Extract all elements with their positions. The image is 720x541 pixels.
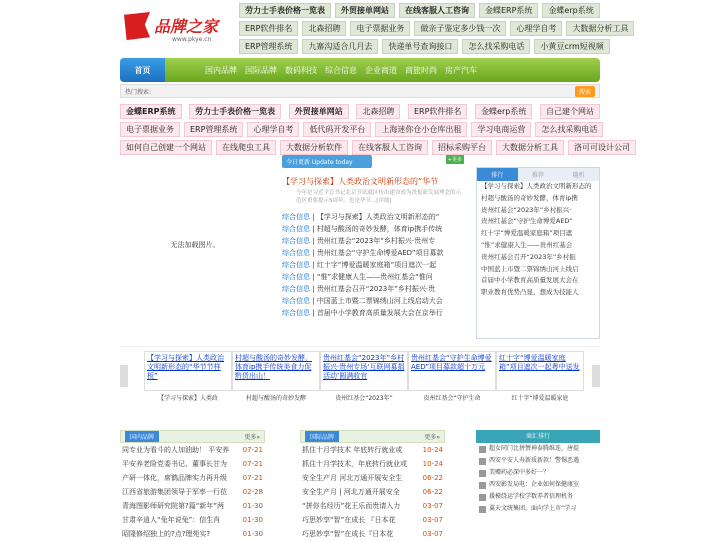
top-link[interactable]: 金蝶ERP系统 [479, 3, 538, 18]
list-item[interactable]: 综合信息 | 村超与酸汤的奇妙发酵，体育ip携手传统 [282, 225, 443, 233]
rank-item[interactable]: 红十字“博爱温暖家庭箱”项目遮 [481, 229, 573, 238]
flag-icon [124, 12, 150, 40]
list-item[interactable]: 青海图影师研究院第?篇“新年”两 01-30 [122, 502, 263, 510]
list-item[interactable]: 巧思妙享“智”在成长 『日本花 03-07 [302, 516, 443, 524]
keyword-link[interactable]: 电子票据业务 [120, 122, 180, 137]
headline-desc: 今年是习近平总书记北京节试就区传出建设成为贵报新发展理念的示范区重要提示5周年。也是华节...[详细] [296, 190, 462, 204]
prev-arrow-icon[interactable] [120, 365, 128, 387]
keyword-link[interactable]: 上海迷你仓小仓库出租 [375, 122, 467, 137]
list-item[interactable]: 巧思妙享“智”在成长『日本花 03-07 [302, 530, 443, 538]
slide-card[interactable]: 村超与酸汤的奇妙发酵，体育ip携手传统美食力促黔货出山！ 村超与酸汤的奇妙发酵 [232, 351, 320, 402]
nav-item[interactable]: 商旅时尚 [405, 65, 437, 75]
nav-item[interactable]: 国际品牌 [245, 65, 277, 75]
list-item[interactable]: 江西省旅游集团领导于军率一行莅 02-28 [122, 488, 263, 496]
list-item[interactable]: 综合信息 | “惟”求健康人生——贵州红基会“惟问 [282, 273, 433, 281]
list-item[interactable]: 昭隆修绍独上的?点?理苑实? 01-30 [122, 530, 263, 538]
next-arrow-icon[interactable] [592, 365, 600, 387]
top-link[interactable]: 怎么找采购电话 [462, 39, 530, 54]
rank-number-icon [479, 458, 486, 465]
list-item[interactable]: 同专业为看斗的人加油助！ 平安养 07-21 [122, 446, 263, 454]
rank-number-icon [479, 482, 486, 489]
list-item[interactable]: 产研一体化，席鹤品牌实力再升级 07-21 [122, 474, 263, 482]
list-item[interactable]: 综合信息 | 贵州红基会“2023年”乡村振兴·贵州专 [282, 237, 436, 245]
keyword-link[interactable]: 大数据分析软件 [280, 140, 348, 155]
list-item[interactable]: “拼你名经历”花王乐而贵请入力 03-07 [302, 502, 443, 510]
rank-item[interactable]: 职业教育优势凸显，想成为技能人 [481, 288, 579, 297]
rank-item[interactable]: 美赠药必深中多好一？ [476, 467, 600, 479]
top-link[interactable]: 心理学自考 [510, 21, 562, 36]
site-logo[interactable] [120, 6, 235, 48]
nav-home[interactable]: 首页 [120, 58, 165, 82]
list-item[interactable]: 综合信息 | 红十字“博爱温暖家庭箱”项目遮次一起 [282, 261, 437, 269]
list-item[interactable]: 平安养老险党委书记、董事长甘为 07-21 [122, 460, 263, 468]
top-link[interactable]: ERP管理系统 [239, 39, 298, 54]
logo-name: 品牌之家 [154, 17, 219, 36]
top-link[interactable]: 大数据分析工具 [566, 21, 634, 36]
list-item[interactable]: 综合信息 | 贵州红基会召开“2023年”乡村振兴·贵 [282, 285, 436, 293]
keyword-link[interactable]: 金蝶ERP系统 [120, 104, 182, 119]
top-link[interactable]: 做亲子鉴定多少钱一次 [414, 21, 506, 36]
rank-item[interactable]: 中国蓝上市暨二票锦绣山河上线启 [481, 264, 579, 273]
keyword-link[interactable]: 在线客服人工咨询 [352, 140, 428, 155]
more-link[interactable]: 更多» [244, 434, 260, 441]
list-item[interactable]: 综合信息 | 首届中小学教育高质量发展大会在京举行 [282, 309, 443, 317]
list-item[interactable]: 综合信息 | 贵州红基会“守护生命博爱AED”项目募款 [282, 249, 444, 257]
box-title: 国内品牌 [125, 431, 159, 442]
top-link[interactable]: ERP软件排名 [239, 21, 298, 36]
top-link[interactable]: 金蝶erp系统 [542, 3, 599, 18]
rank-panel [476, 167, 600, 339]
top-link[interactable]: 小黄豆crm短视频 [534, 39, 609, 54]
top-link[interactable]: 九寨沟适合几月去 [302, 39, 378, 54]
list-item[interactable]: 安全生产月 | 河北万通开展安全 06-22 [302, 488, 443, 496]
business-rank-box [476, 430, 600, 540]
rank-item[interactable]: 贵州红基会召开“2023年”乡村振 [481, 252, 576, 261]
keyword-grid [120, 104, 630, 158]
top-links [239, 3, 629, 57]
top-link[interactable]: 外贸接单网站 [335, 3, 395, 18]
top-link[interactable]: 快递单号查询接口 [382, 39, 458, 54]
list-item[interactable]: 综合信息 | 中国蓝上市暨二票锦绣山河上线启动大会 [282, 297, 443, 305]
top-link[interactable]: 北森招聘 [302, 21, 346, 36]
keyword-link[interactable]: 低代码开发平台 [303, 122, 371, 137]
nav-item[interactable]: 国内品牌 [205, 65, 237, 75]
rank-number-icon [479, 506, 486, 513]
search-bar [120, 84, 600, 98]
domestic-brands-box [120, 430, 265, 540]
keyword-link[interactable]: 金蝶erp系统 [475, 104, 532, 119]
tab-rank[interactable]: 排行 [477, 168, 518, 181]
list-item[interactable]: 安全生产月 河北万通开展安全生 06-22 [302, 474, 443, 482]
nav-item[interactable]: 数码科技 [285, 65, 317, 75]
keyword-link[interactable]: 如何自己创建一个网站 [120, 140, 212, 155]
top-link[interactable]: 在线客服人工咨询 [399, 3, 475, 18]
search-label: 热门搜索: [125, 88, 152, 96]
rank-item[interactable]: 【学习与探索】人类政治文明新形态的 [481, 182, 592, 190]
keyword-link[interactable]: ERP管理系统 [184, 122, 243, 137]
keyword-link[interactable]: 怎么找采购电话 [535, 122, 603, 137]
rank-number-icon [479, 446, 486, 453]
top-link[interactable]: 电子票据业务 [350, 21, 410, 36]
list-item[interactable]: 抓住十月学技术 年底转行就业或 10-24 [302, 446, 443, 454]
list-item[interactable]: 抓住十月学技术，年底转行就业或 10-24 [302, 460, 443, 468]
keyword-link[interactable]: 洛可可设计公司 [568, 140, 636, 155]
list-item[interactable]: 甘肃辛逍人“兔年说兔”：信生肖 01-30 [122, 516, 263, 524]
rank-item[interactable]: “惟”求健康人生——贵州红基会 [481, 240, 573, 249]
headline[interactable]: 【学习与探索】人类政治文明新形态的“华节 [282, 177, 439, 186]
slide-card[interactable]: 贵州红基会“2023年”乡村振兴·贵州专场‘互联网募捐活动’圆满收官 贵州红基会“2023年” [320, 351, 408, 402]
keyword-link[interactable]: 劳力士手表价格一览表 [189, 104, 281, 119]
rank-item[interactable]: 贵州红基会“守护生命博爱AED” [481, 217, 573, 226]
rank-item[interactable]: 西安平安人寿新质新款！警惕恶遇 [476, 455, 600, 467]
rank-item[interactable]: 超女同门比拼赞神泰腾维连，唐提 [476, 443, 600, 455]
nav-item[interactable]: 综合信息 [325, 65, 357, 75]
keyword-link[interactable]: 心理学自考 [247, 122, 299, 137]
list-item[interactable]: 综合信息 | 【学习与探索】人类政治文明新形态的“ [282, 213, 440, 221]
keyword-link[interactable]: 学习电商运营 [471, 122, 531, 137]
rank-number-icon [479, 494, 486, 501]
rank-item[interactable]: 翼天文统集团，面向学上市“学习 [476, 503, 600, 515]
box-title: 国际品牌 [305, 431, 339, 442]
main-nav [120, 58, 600, 82]
slide-card[interactable]: 【学习与探索】人类政治文明新形态的“华节节样板” 【学习与探索】人类政 [144, 351, 232, 402]
tab-random[interactable]: 随机 [572, 172, 585, 179]
keyword-link[interactable]: 自己建个网站 [540, 104, 600, 119]
nav-item[interactable]: 房产汽车 [445, 65, 477, 75]
nav-item[interactable]: 企业商道 [365, 65, 397, 75]
tab-recommend[interactable]: 推荐 [532, 172, 545, 179]
keyword-link[interactable]: 外贸接单网站 [289, 104, 349, 119]
keyword-link[interactable]: ERP软件排名 [408, 104, 467, 119]
rank-item[interactable]: 首届中小学教育高质量发展大会在 [481, 276, 579, 285]
rank-item[interactable]: 贵州红基会“2023年”乡村振兴· [481, 205, 572, 214]
image-slider [120, 346, 600, 406]
box-title: 商汇排行 [476, 430, 600, 443]
today-header: 今日更新 Update today [282, 155, 372, 168]
intl-brands-box [300, 430, 445, 540]
rank-number-icon [479, 470, 486, 477]
more-link[interactable]: 更多» [424, 434, 440, 441]
image-placeholder: 无法加载图片。 [170, 241, 220, 249]
keyword-link[interactable]: 北森招聘 [356, 104, 400, 119]
more-badge[interactable]: +更多 [447, 157, 462, 163]
keyword-link[interactable]: 在线爬虫工具 [216, 140, 276, 155]
slide-card[interactable]: 贵州红基会“守护生命博爱AED”项目募款超十万元 贵州红基会“守护生命 [408, 351, 496, 402]
top-link[interactable]: 劳力士手表价格一览表 [239, 3, 331, 18]
today-updates [282, 155, 464, 319]
keyword-link[interactable]: 招标采购平台 [432, 140, 492, 155]
rank-item[interactable]: 村超与酸汤的奇妙发酵，体育ip携 [481, 193, 578, 202]
slide-card[interactable]: 红十字“博爱温暖家庭箱”项目遮次一起粤中送发 红十字“博爱温暖家庭 [496, 351, 584, 402]
rank-item[interactable]: 西安影发局电：企业如何保健康室 [476, 479, 600, 491]
rank-item[interactable]: 援模绕运学校学数养者信理机务 [476, 491, 600, 503]
search-button[interactable]: 搜索 [575, 86, 595, 97]
logo-url: www.pkye.cn [172, 36, 212, 43]
keyword-link[interactable]: 大数据分析工具 [496, 140, 564, 155]
